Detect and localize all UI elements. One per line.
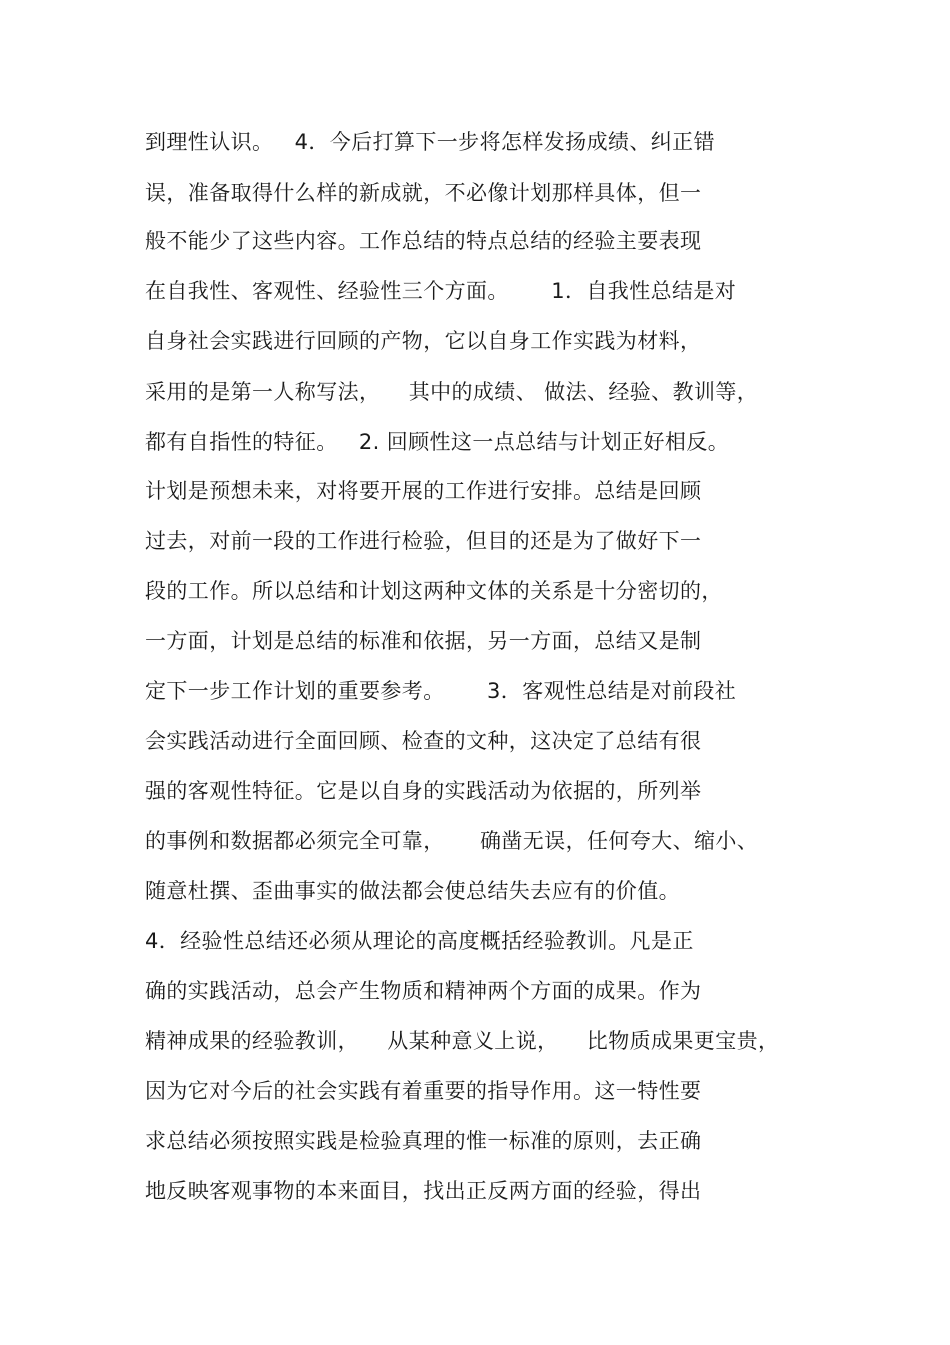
text-line: 定下一步工作计划的重要参考。 3．客观性总结是对前段社 bbox=[145, 679, 737, 703]
text-line: 强的客观性特征。它是以自身的实践活动为依据的，所列举 bbox=[145, 779, 702, 803]
text-line: 采用的是第一人称写法， 其中的成绩、 做法、经验、教训等， bbox=[145, 380, 759, 404]
text-line: 4．经验性总结还必须从理论的高度概括经验教训。凡是正 bbox=[145, 929, 694, 953]
text-line: 误，准备取得什么样的新成就，不必像计划那样具体，但一 bbox=[145, 181, 702, 205]
text-line: 到理性认识。 4．今后打算下一步将怎样发扬成绩、纠正错 bbox=[145, 130, 715, 154]
text-line: 确的实践活动，总会产生物质和精神两个方面的成果。作为 bbox=[145, 979, 702, 1003]
text-line: 精神成果的经验教训， 从某种意义上说， 比物质成果更宝贵， bbox=[145, 1029, 780, 1053]
text-line: 过去，对前一段的工作进行检验，但目的还是为了做好下一 bbox=[145, 529, 702, 553]
text-line: 随意杜撰、歪曲事实的做法都会使总结失去应有的价值。 bbox=[145, 879, 680, 903]
text-line: 会实践活动进行全面回顾、检查的文种，这决定了总结有很 bbox=[145, 729, 702, 753]
text-line: 都有自指性的特征。 2. 回顾性这一点总结与计划正好相反。 bbox=[145, 430, 730, 454]
text-line: 一方面，计划是总结的标准和依据，另一方面，总结又是制 bbox=[145, 629, 702, 653]
text-line: 段的工作。所以总结和计划这两种文体的关系是十分密切的， bbox=[145, 579, 723, 603]
text-line: 计划是预想未来，对将要开展的工作进行安排。总结是回顾 bbox=[145, 479, 702, 503]
text-line: 自身社会实践进行回顾的产物，它以自身工作实践为材料， bbox=[145, 329, 702, 353]
text-line: 般不能少了这些内容。工作总结的特点总结的经验主要表现 bbox=[145, 229, 702, 253]
text-line: 地反映客观事物的本来面目，找出正反两方面的经验，得出 bbox=[145, 1179, 702, 1203]
text-line: 在自我性、客观性、经验性三个方面。 1．自我性总结是对 bbox=[145, 279, 737, 303]
text-line: 的事例和数据都必须完全可靠， 确凿无误，任何夸大、缩小、 bbox=[145, 829, 759, 853]
text-line: 因为它对今后的社会实践有着重要的指导作用。这一特性要 bbox=[145, 1079, 702, 1103]
text-line: 求总结必须按照实践是检验真理的惟一标准的原则，去正确 bbox=[145, 1129, 702, 1153]
